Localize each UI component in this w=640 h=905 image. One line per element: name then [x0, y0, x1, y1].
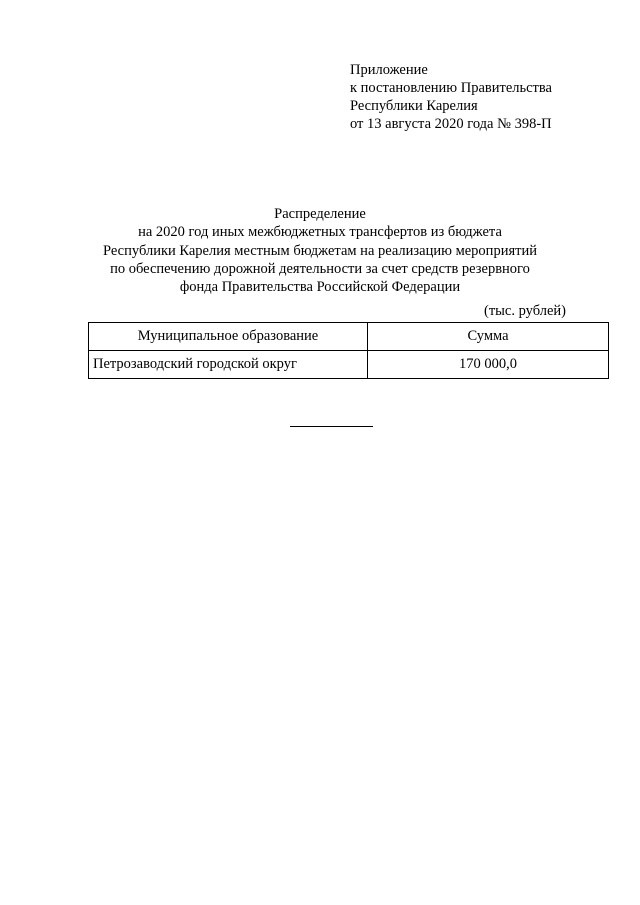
cell-municipality: Петрозаводский городской округ [89, 351, 368, 379]
title-line: Распределение [274, 206, 366, 222]
header-municipality: Муниципальное образование [89, 323, 368, 351]
appendix-line: к постановлению Правительства [350, 80, 552, 96]
title-line: на 2020 год иных межбюджетных трансфертов из бюджета [138, 224, 502, 241]
appendix-line: Приложение [350, 62, 428, 78]
table-header-row [89, 323, 609, 351]
cell-sum: 170 000,0 [368, 351, 609, 379]
table-row [89, 351, 609, 379]
title-line: фонда Правительства Российской Федерации [179, 279, 461, 296]
title-line: по обеспечению дорожной деятельности за счет средств резервного [110, 260, 530, 277]
appendix-line: Республики Карелия [350, 98, 478, 114]
header-sum: Сумма [368, 323, 609, 351]
units-label: (тыс. рублей) [484, 303, 566, 319]
end-divider [290, 426, 373, 427]
document-title [60, 205, 580, 296]
appendix-line: от 13 августа 2020 года № 398-П [350, 116, 552, 132]
appendix-header [350, 61, 552, 133]
title-line: Республики Карелия местным бюджетам на реализацию мероприятий [103, 242, 537, 259]
distribution-table [88, 322, 609, 379]
